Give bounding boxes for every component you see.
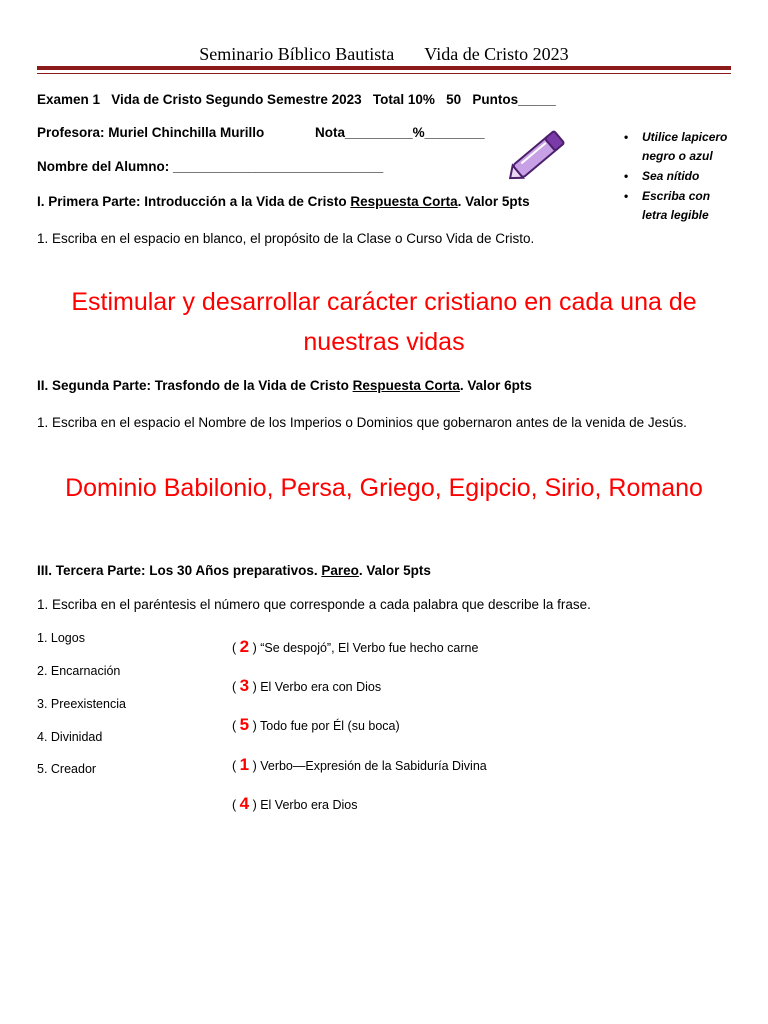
term-item: 2. Encarnación: [37, 664, 121, 678]
part1-answer: Estimular y desarrollar carácter cristiano en cada una de nuestras vidas: [71, 288, 697, 356]
grade-line: Nota_________%________: [315, 125, 485, 140]
pen-icon: [505, 122, 575, 184]
instruction-item: • Utilice lapicero negro o azul: [624, 128, 734, 166]
match-number: 5: [239, 715, 250, 734]
match-number: 3: [239, 676, 250, 695]
match-row: ( 5 ) Todo fue por Él (su boca): [232, 715, 400, 734]
part2-answer: Dominio Babilonio, Persa, Griego, Egipcio, Sirio, Romano: [65, 474, 703, 502]
instructions-list: [624, 128, 734, 226]
header-course: Vida de Cristo 2023: [424, 44, 569, 64]
match-text: El Verbo era Dios: [260, 798, 358, 812]
match-row: ( 4 ) El Verbo era Dios: [232, 794, 358, 813]
student-name-line: Nombre del Alumno: ____________________________: [37, 159, 384, 174]
match-text: Verbo—Expresión de la Sabiduría Divina: [260, 759, 487, 773]
term-item: 5. Creador: [37, 762, 97, 776]
match-number: 1: [239, 755, 250, 774]
teacher-line: Profesora: Muriel Chinchilla Murillo: [37, 125, 265, 140]
instruction-item: • Sea nítido: [624, 167, 734, 186]
instruction-item: • Escriba con letra legible: [624, 187, 734, 225]
part3-question: 1. Escriba en el paréntesis el número que corresponde a cada palabra que describe la frase.: [37, 597, 591, 612]
header-rule-thick: [37, 66, 731, 70]
match-text: Todo fue por Él (su boca): [260, 719, 400, 733]
header-school: Seminario Bíblico Bautista: [199, 44, 395, 64]
part2-title: II. Segunda Parte: Trasfondo de la Vida de Cristo Respuesta Corta. Valor 6pts: [37, 378, 532, 393]
term-item: 3. Preexistencia: [37, 697, 126, 711]
part1-question: 1. Escriba en el espacio en blanco, el propósito de la Clase o Curso Vida de Cristo.: [37, 231, 535, 246]
exam-line: Examen 1 Vida de Cristo Segundo Semestre 2023 Total 10% 50 Puntos_____: [37, 92, 556, 107]
term-item: 4. Divinidad: [37, 730, 103, 744]
match-text: El Verbo era con Dios: [260, 680, 382, 694]
part3-title: III. Tercera Parte: Los 30 Años preparativos. Pareo. Valor 5pts: [37, 563, 431, 578]
match-text: “Se despojó”, El Verbo fue hecho carne: [260, 641, 479, 655]
header-rule-thin: [37, 73, 731, 74]
match-number: 2: [239, 637, 250, 656]
match-row: ( 3 ) El Verbo era con Dios: [232, 676, 382, 695]
match-number: 4: [239, 794, 250, 813]
part1-title: I. Primera Parte: Introducción a la Vida de Cristo Respuesta Corta. Valor 5pts: [37, 194, 530, 209]
term-item: 1. Logos: [37, 631, 85, 645]
match-row: ( 2 ) “Se despojó”, El Verbo fue hecho carne: [232, 637, 479, 656]
document-header: [0, 44, 768, 65]
part2-question: 1. Escriba en el espacio el Nombre de los Imperios o Dominios que gobernaron antes de la venida de Jesús.: [37, 415, 687, 430]
match-row: ( 1 ) Verbo—Expresión de la Sabiduría Divina: [232, 755, 487, 774]
